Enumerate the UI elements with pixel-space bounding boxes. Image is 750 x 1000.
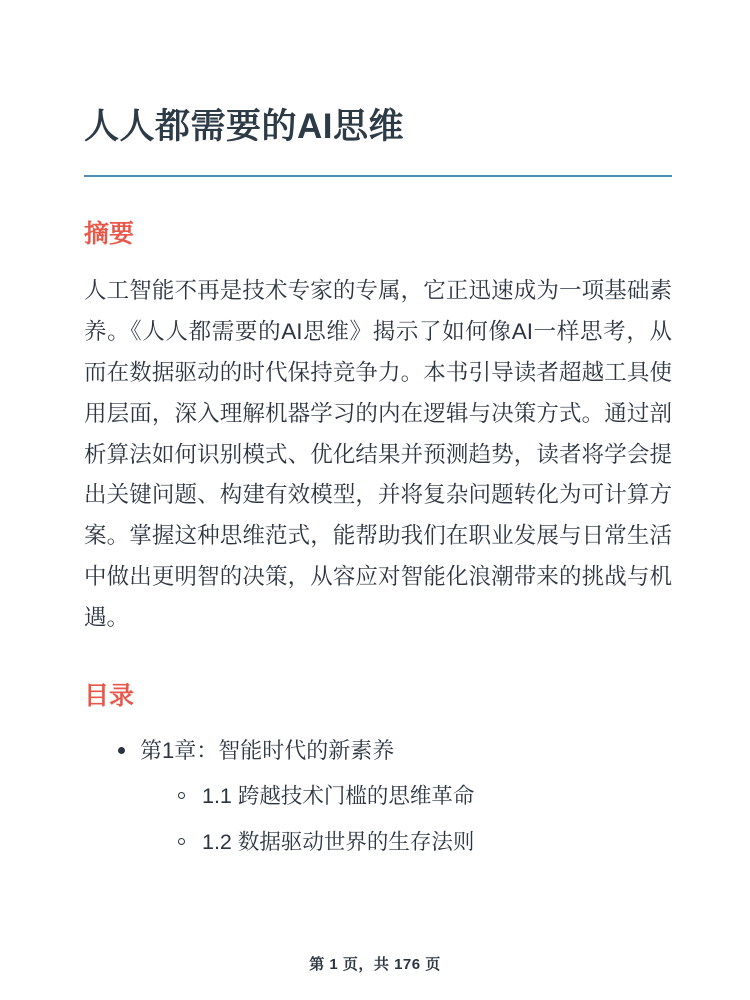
toc-section-label: 1.1 跨越技术门槛的思维革命 [202, 784, 475, 809]
table-of-contents [84, 733, 672, 859]
toc-chapter-1-sections [140, 780, 672, 859]
toc-section-1-1[interactable] [178, 780, 672, 813]
title-divider [84, 175, 672, 177]
page-title: 人人都需要的AI思维 [84, 107, 405, 146]
toc-heading: 目录 [84, 682, 135, 711]
toc-section-1-2[interactable] [178, 826, 672, 859]
abstract-heading: 摘要 [84, 219, 135, 248]
toc-section-label: 1.2 数据驱动世界的生存法则 [202, 829, 475, 854]
toc-chapter-label: 第1章：智能时代的新素养 [140, 738, 395, 764]
page-footer: 第 1 页，共 176 页 [309, 956, 441, 973]
toc-chapter-1[interactable] [118, 733, 672, 859]
abstract-body: 人工智能不再是技术专家的专属，它正迅速成为一项基础素养。《人人都需要的AI思维》揭示了如何像AI一样思考，从而在数据驱动的时代保持竞争力。本书引导读者超越工具使用层面，深入理解机器学习的内在逻辑与决策方式。通过剖析算法如何识别模式、优化结果并预测趋势，读者将学会提出关键问题、构建有效模型，并将复杂问题转化为可计算方案。掌握这种思维范式，能帮助我们在职业发展与日常生活中做出更明智的决策，从容应对智能化浪潮带来的挑战与机遇。 [84, 277, 672, 631]
